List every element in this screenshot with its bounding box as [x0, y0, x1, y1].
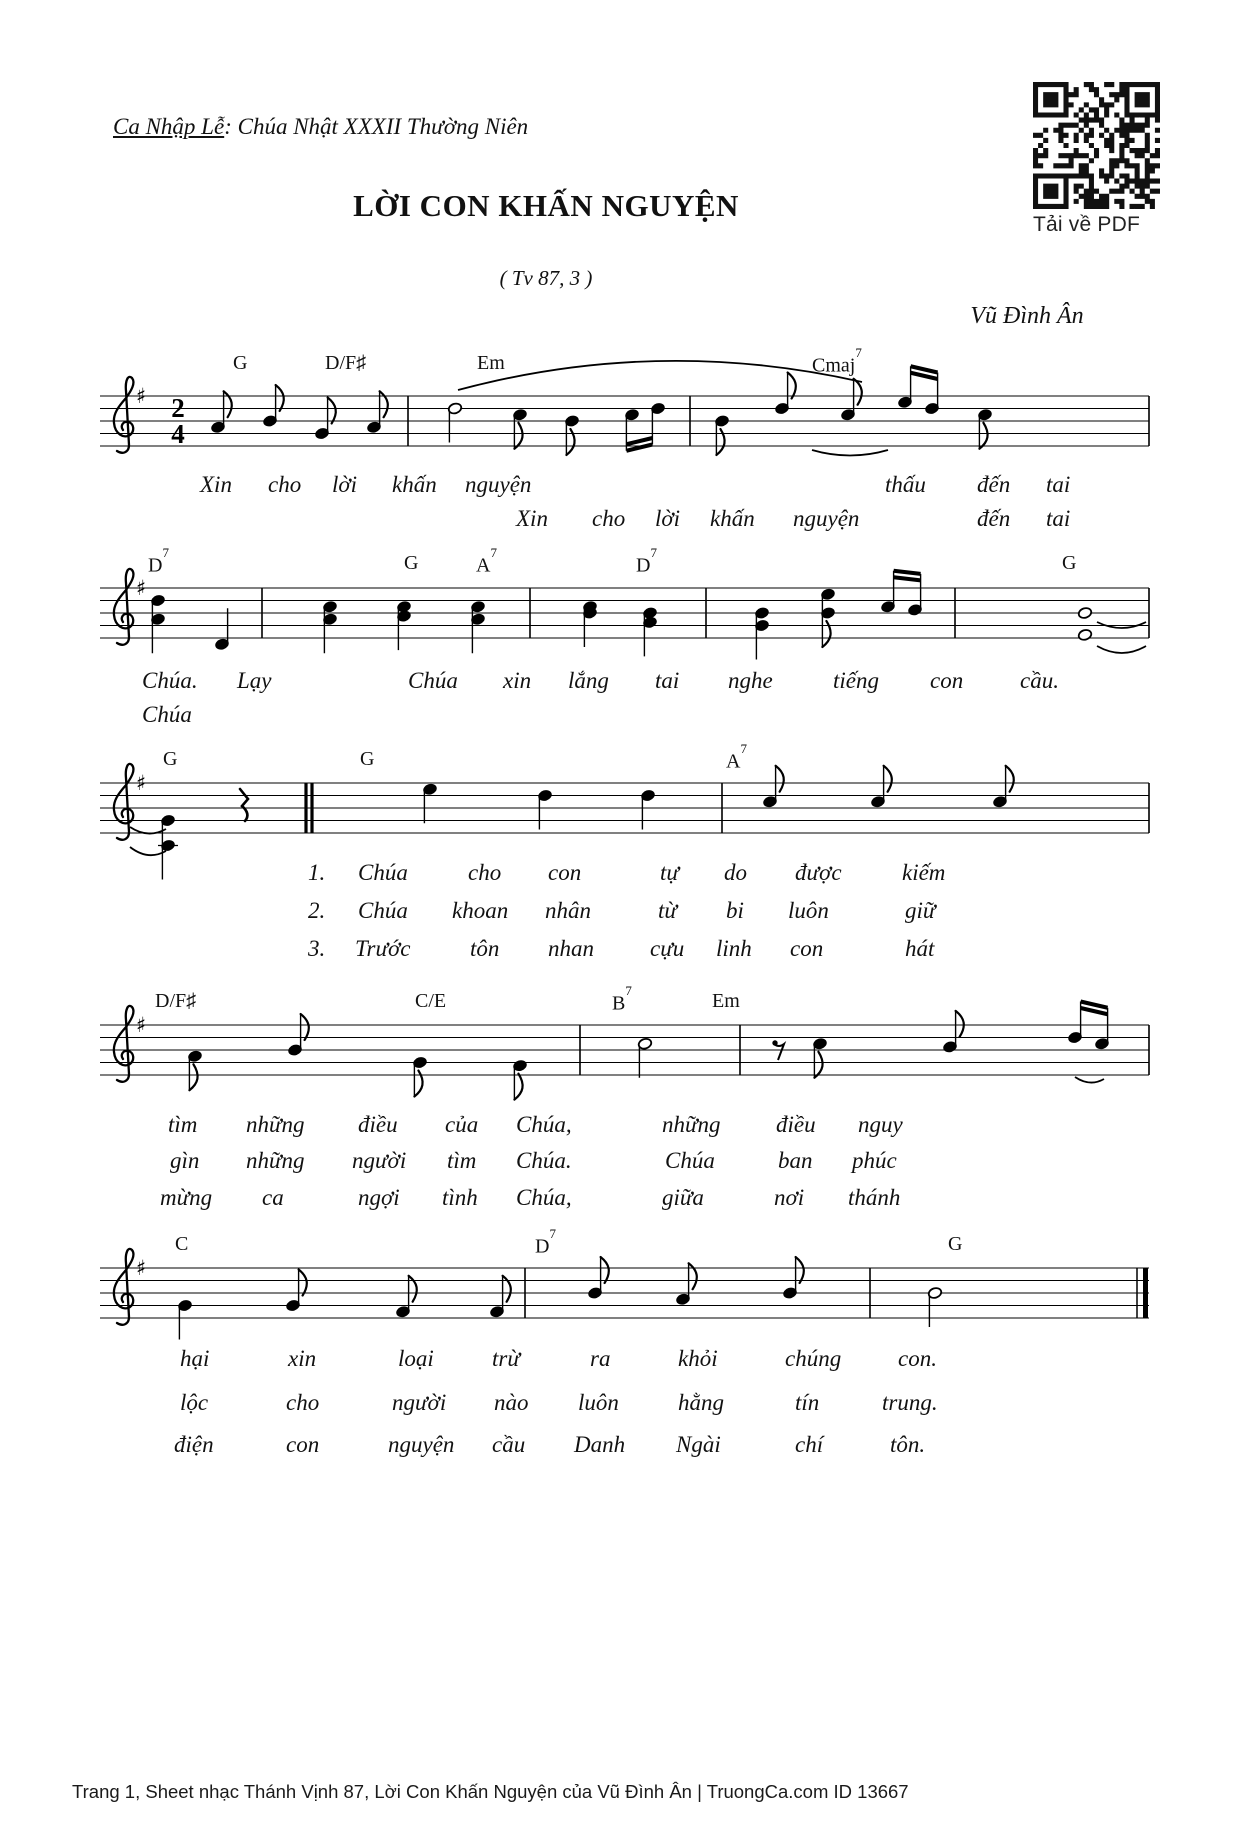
lyric-word: ban	[778, 1148, 813, 1173]
lyric-word: tìm	[447, 1148, 477, 1173]
lyric-word: linh	[716, 936, 752, 961]
staff-system-5	[100, 1208, 1150, 1383]
chord-label: D/F♯	[325, 352, 367, 374]
lyric-word: Xin	[516, 506, 548, 531]
treble-clef-icon	[114, 377, 134, 453]
lyric-word: gìn	[170, 1148, 200, 1173]
header-line	[113, 114, 528, 140]
lyric-word: Chúa	[358, 898, 408, 923]
lyric-word: giữ	[905, 898, 936, 923]
lyric-word: giữa	[662, 1185, 704, 1210]
lyric-word: con	[548, 860, 582, 885]
chord-label: G	[404, 552, 419, 574]
lyric-word: con.	[898, 1346, 937, 1371]
lyric-word: con	[930, 668, 964, 693]
lyric-word: lời	[332, 472, 358, 497]
chord-label: $D^7$	[148, 545, 169, 577]
composer-name: Vũ Đình Ân	[970, 303, 1084, 329]
lyric-word: nguy	[858, 1112, 903, 1137]
lyric-word: hại	[180, 1346, 210, 1371]
header-occasion: : Chúa Nhật XXXII Thường Niên	[224, 114, 529, 139]
lyric-word: khỏi	[678, 1346, 718, 1371]
lyric-word: ca	[262, 1185, 284, 1210]
song-title: LỜI CON KHẤN NGUYỆN	[353, 188, 739, 223]
lyric-word: đến	[977, 506, 1011, 531]
lyric-word: nào	[494, 1390, 529, 1415]
chord-label: G	[360, 748, 375, 770]
lyric-word: Chúa,	[516, 1112, 572, 1137]
lyric-word: tôn	[470, 936, 500, 961]
lyric-word: tình	[442, 1185, 478, 1210]
lyric-word: cho	[592, 506, 626, 531]
lyric-word: những	[246, 1112, 305, 1137]
lyric-word: nhan	[548, 936, 594, 961]
lyric-word: nhân	[545, 898, 591, 923]
lyric-word: tự	[660, 860, 679, 885]
lyric-word: ngợi	[358, 1185, 400, 1210]
chord-label: $A^7$	[476, 545, 497, 577]
lyric-word: trừ	[492, 1346, 520, 1371]
lyric-word: 2.	[308, 898, 326, 923]
key-signature-sharp-icon: ♯	[136, 576, 147, 600]
time-signature-bottom: 4	[171, 419, 185, 449]
lyric-word: tôn.	[890, 1432, 926, 1457]
lyric-word: con	[286, 1432, 320, 1457]
lyric-word: Ngài	[676, 1432, 721, 1457]
chord-label: Cmaj$^7$	[812, 345, 862, 377]
lyric-word: tìm	[168, 1112, 198, 1137]
lyric-word: cho	[286, 1390, 320, 1415]
slur-curve	[812, 450, 888, 456]
lyric-word: người	[352, 1148, 407, 1173]
lyric-word: tai	[1046, 472, 1071, 497]
qr-download-label[interactable]: Tải về PDF	[1033, 213, 1141, 236]
qr-code-image[interactable]	[1033, 82, 1160, 209]
treble-clef-icon	[114, 569, 134, 645]
slur-curve	[458, 361, 862, 390]
lyric-word: kiếm	[902, 860, 946, 885]
lyric-word: những	[662, 1112, 721, 1137]
lyric-word: hát	[905, 936, 935, 961]
chord-label: G	[1062, 552, 1077, 574]
lyric-word: chí	[795, 1432, 824, 1457]
lyric-word: nguyện	[388, 1432, 455, 1457]
lyric-word: thánh	[848, 1185, 901, 1210]
lyric-word: Chúa.	[516, 1148, 572, 1173]
chord-label: Em	[477, 352, 505, 374]
treble-clef-icon	[114, 1249, 134, 1325]
lyric-word: khấn	[392, 472, 437, 497]
lyric-word: cho	[268, 472, 302, 497]
qr-code[interactable]	[1033, 82, 1160, 237]
lyric-word: đến	[977, 472, 1011, 497]
lyric-word: luôn	[578, 1390, 619, 1415]
lyric-word: nghe	[728, 668, 773, 693]
footer-text: Trang 1, Sheet nhạc Thánh Vịnh 87, Lời Con Khấn Nguyện của Vũ Đình Ân | TruongCa.com ID 13667	[72, 1781, 909, 1802]
key-signature-sharp-icon: ♯	[136, 771, 147, 795]
lyric-word: của	[445, 1112, 479, 1137]
lyric-word: tai	[655, 668, 680, 693]
lyric-word: Chúa,	[516, 1185, 572, 1210]
lyric-word: cho	[468, 860, 502, 885]
lyric-word: cựu	[650, 936, 685, 961]
chord-label: $D^7$	[636, 545, 657, 577]
lyric-word: tiếng	[833, 668, 879, 693]
lyric-word: thấu	[885, 472, 926, 497]
slur-curve	[130, 847, 166, 855]
lyric-word: người	[392, 1390, 447, 1415]
chord-label: G	[948, 1233, 963, 1255]
lyric-word: Xin	[200, 472, 232, 497]
chord-label: G	[163, 748, 178, 770]
lyric-word: Chúa	[408, 668, 458, 693]
time-signature-top: 2	[171, 393, 185, 423]
lyric-word: từ	[658, 898, 677, 923]
lyric-word: xin	[288, 1346, 317, 1371]
lyric-word: lộc	[180, 1390, 209, 1415]
lyric-word: mừng	[160, 1185, 213, 1210]
lyric-word: loại	[398, 1346, 434, 1371]
chord-label: $D^7$	[535, 1226, 556, 1258]
lyric-word: do	[724, 860, 747, 885]
lyric-word: 1.	[308, 860, 326, 885]
chord-label: D/F♯	[155, 990, 197, 1012]
lyric-word: điều	[776, 1112, 816, 1137]
lyric-word: chúng	[785, 1346, 842, 1371]
lyric-word: Lạy	[237, 668, 272, 693]
slur-curve	[1097, 646, 1146, 653]
lyric-word: tín	[795, 1390, 820, 1415]
staff-system-3	[100, 723, 1150, 898]
key-signature-sharp-icon: ♯	[136, 1013, 147, 1037]
header-category: Ca Nhập Lễ	[113, 114, 225, 139]
psalm-reference: ( Tv 87, 3 )	[499, 266, 593, 290]
lyric-word: những	[246, 1148, 305, 1173]
lyric-word: bi	[726, 898, 744, 923]
lyric-word: khoan	[452, 898, 509, 923]
lyric-word: luôn	[788, 898, 829, 923]
lyric-word: Chúa	[358, 860, 408, 885]
lyric-word: Chúa.	[142, 668, 198, 693]
treble-clef-icon	[114, 1006, 134, 1082]
chord-label: G	[233, 352, 248, 374]
chord-label: Em	[712, 990, 740, 1012]
lyric-word: trung.	[882, 1390, 938, 1415]
slur-curve	[1075, 1077, 1104, 1083]
lyric-word: điều	[358, 1112, 398, 1137]
lyric-word: Chúa	[665, 1148, 715, 1173]
lyric-word: ra	[590, 1346, 611, 1371]
chord-label: $A^7$	[726, 741, 747, 773]
lyric-word: lắng	[568, 668, 609, 693]
lyric-word: 3.	[308, 936, 326, 961]
lyric-word: phúc	[852, 1148, 897, 1173]
lyric-word: con	[790, 936, 824, 961]
quarter-rest-icon	[240, 789, 248, 821]
lyric-word: Danh	[574, 1432, 626, 1457]
lyric-word: khấn	[710, 506, 755, 531]
lyric-word: cầu	[492, 1432, 526, 1457]
lyric-word: nguyện	[465, 472, 532, 497]
lyric-word: lời	[655, 506, 681, 531]
lyric-word: Chúa	[142, 702, 192, 727]
lyric-word: Trước	[355, 936, 411, 961]
lyric-word: xin	[503, 668, 532, 693]
lyric-word: được	[795, 860, 842, 885]
lyric-word: nơi	[774, 1185, 805, 1210]
chord-label: $B^7$	[612, 983, 632, 1015]
key-signature-sharp-icon: ♯	[136, 384, 147, 408]
lyric-word: hằng	[678, 1390, 724, 1415]
chord-label: C	[175, 1233, 189, 1255]
lyric-word: tai	[1046, 506, 1071, 531]
key-signature-sharp-icon: ♯	[136, 1256, 147, 1280]
lyric-word: điện	[174, 1432, 214, 1457]
chord-label: C/E	[415, 990, 447, 1012]
lyric-word: cầu.	[1020, 668, 1059, 693]
lyric-word: nguyện	[793, 506, 860, 531]
